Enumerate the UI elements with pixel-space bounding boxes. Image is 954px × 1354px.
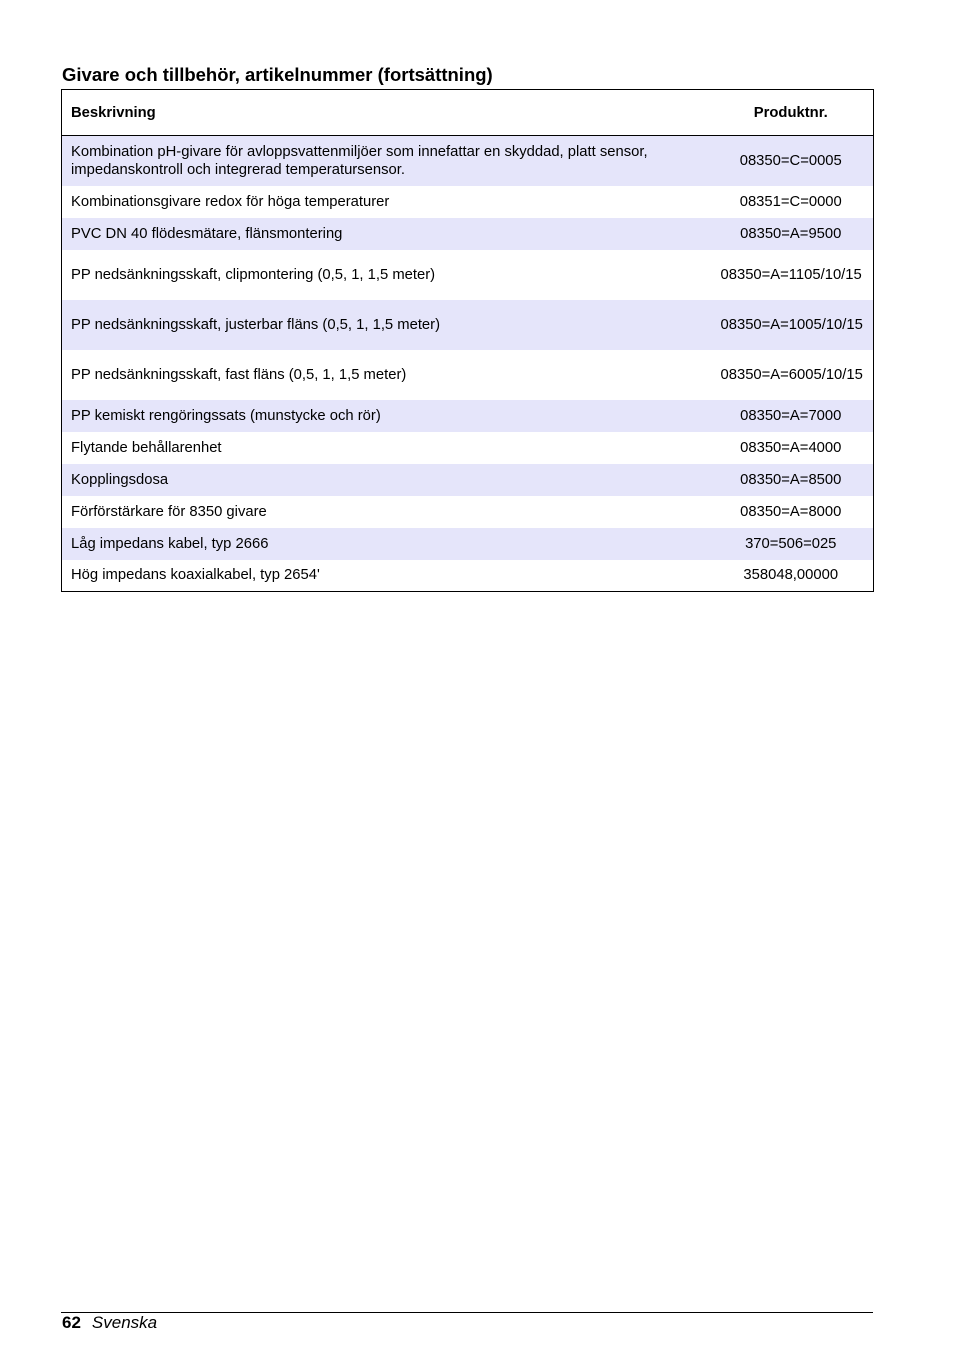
row-product-number: 08350=A=6005/10/15 [720,366,863,383]
row-description: Flytande behållarenhet [71,439,222,456]
page-title: Givare och tillbehör, artikelnummer (fortsättning) [62,64,493,85]
table-row [62,186,874,218]
table-row [62,496,874,528]
footer-language: Svenska [91,1313,158,1332]
table-row [62,250,874,300]
row-description: Låg impedans kabel, typ 2666 [71,535,269,552]
row-description: PP nedsänkningsskaft, justerbar fläns (0,5, 1, 1,5 meter) [71,316,441,333]
parts-table [61,89,874,592]
table-row [62,432,874,464]
table-header-row [62,90,874,136]
row-description: PP nedsänkningsskaft, clipmontering (0,5, 1, 1,5 meter) [71,266,436,283]
row-description: PP nedsänkningsskaft, fast fläns (0,5, 1, 1,5 meter) [71,366,407,383]
column-header-description: Beskrivning [62,90,709,136]
row-product-number: 08350=A=9500 [740,225,842,242]
row-product-number: 08350=A=1005/10/15 [720,316,863,333]
page-number: 62 [62,1313,81,1332]
table-row [62,400,874,432]
row-product-number: 08350=A=1105/10/15 [720,266,862,283]
row-product-number: 08350=A=4000 [740,439,842,456]
footer-divider [61,1312,873,1313]
column-header-product-number: Produktnr. [709,90,874,136]
row-description: PP kemiskt rengöringssats (munstycke och rör) [71,407,381,424]
table-row [62,300,874,350]
row-description: Förförstärkare för 8350 givare [71,503,267,520]
table-row [62,218,874,250]
table-row [62,350,874,400]
row-description: Kopplingsdosa [71,471,169,488]
row-product-number: 08351=C=0000 [739,193,842,210]
row-description: Kombination pH-givare för avloppsvattenmiljöer som innefattar en skyddad, platt sensor, impedanskontroll och integrerad temperatursensor. [71,143,648,178]
row-product-number: 08350=A=7000 [740,407,842,424]
table-row [62,136,874,186]
row-product-number: 08350=A=8000 [740,503,842,520]
row-product-number: 358048,00000 [743,567,839,584]
row-description: Hög impedans koaxialkabel, typ 2654' [71,567,320,584]
table-row [62,528,874,560]
row-description: Kombinationsgivare redox för höga temperaturer [71,193,390,210]
row-description: PVC DN 40 flödesmätare, flänsmontering [71,225,343,242]
row-product-number: 370=506=025 [745,535,837,552]
row-product-number: 08350=C=0005 [739,152,842,169]
row-product-number: 08350=A=8500 [740,471,842,488]
table-row [62,464,874,496]
page-footer [62,1313,157,1333]
table-row [62,560,874,592]
